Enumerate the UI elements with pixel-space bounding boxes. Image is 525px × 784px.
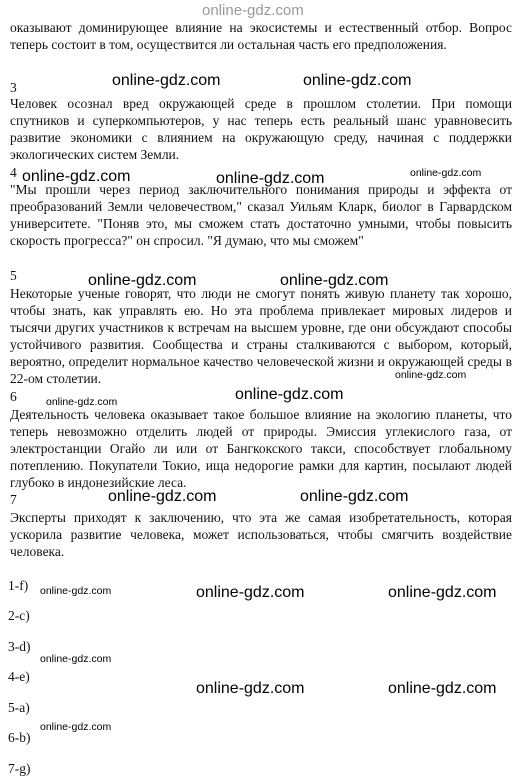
watermark: online-gdz.com xyxy=(108,488,217,505)
watermark: online-gdz.com xyxy=(40,721,112,733)
paragraph-number-3: 3 xyxy=(10,80,17,95)
paragraph-number-5: 5 xyxy=(10,268,17,283)
paragraph-2: оказывают доминирующее влияние на экосистемы и естественный отбор. Вопрос теперь состоит в том, осуществится ли остальная часть его предположения. xyxy=(10,20,512,52)
watermark: online-gdz.com xyxy=(395,369,467,381)
paragraph-number-7: 7 xyxy=(10,492,17,507)
watermark: online-gdz.com xyxy=(410,167,482,179)
watermark: online-gdz.com xyxy=(280,272,389,289)
paragraph-7: Эксперты приходят к заключению, что эта же самая изобретательность, которая ускорила развитие человека, может использоваться, чтобы смягчить воздействие человека. xyxy=(10,510,512,559)
answer-7: 7-g) xyxy=(8,761,31,776)
paragraph-6: Деятельность человека оказывает такое большое влияние на экологию планеты, что теперь невозможно отделить людей от природы. Эмиссия углекислого газа, от электростанции Огайо ли или от Бангкокского такси, способствует глобальному потеплению. Покупатели Токио, ища недорогие рамки для картин, посылают людей глубоко в индонезийские леса. xyxy=(10,407,512,490)
answer-3: 3-d) xyxy=(8,639,31,654)
paragraph-number-4: 4 xyxy=(10,165,17,180)
paragraph-number-6: 6 xyxy=(10,389,17,404)
watermark: online-gdz.com xyxy=(196,584,305,601)
answer-1: 1-f) xyxy=(8,578,29,593)
answer-5: 5-a) xyxy=(8,700,30,715)
paragraph-5: Некоторые ученые говорят, что люди не смогут понять живую планету так хорошо, чтобы знать, как управлять ею. Но эта проблема привлекает мировых лидеров и тысячи других участников к встречам на высшем уровне, где они обсуждают способы устойчивого развития. Сообщества и страны сталкиваются с выбором, который, вероятно, определит нормальное качество человеческой жизни и окружающей среды в 22-ом столетии. xyxy=(10,286,512,386)
watermark: online-gdz.com xyxy=(40,585,112,597)
watermark: online-gdz.com xyxy=(388,680,497,697)
answer-4: 4-e) xyxy=(8,669,30,684)
answer-6: 6-b) xyxy=(8,730,31,745)
paragraph-4: "Мы прошли через период заключительного понимания природы и эффекта от преобразований Земли человечеством," сказал Уильям Кларк, биолог в Гарвардском университете. "Поняв это, мы сможем стать достаточно умными, чтобы повысить скорость прогресса?" он спросил. "Я думаю, что мы сможем" xyxy=(10,182,512,248)
answer-2: 2-c) xyxy=(8,608,30,623)
watermark: online-gdz.com xyxy=(46,396,118,408)
watermark: online-gdz.com xyxy=(22,168,131,185)
watermark-top: online-gdz.com xyxy=(202,2,304,19)
watermark: online-gdz.com xyxy=(112,72,221,89)
watermark: online-gdz.com xyxy=(235,386,344,403)
watermark: online-gdz.com xyxy=(88,272,197,289)
watermark: online-gdz.com xyxy=(216,170,325,187)
watermark: online-gdz.com xyxy=(40,653,112,665)
watermark: online-gdz.com xyxy=(300,488,409,505)
watermark: online-gdz.com xyxy=(196,680,305,697)
paragraph-3: Человек осознал вред окружающей среде в прошлом столетии. При помощи спутников и суперкомпьютеров, у нас теперь есть реальный шанс уравновесить развитие экономики с влиянием на окружающую среду, начиная с поддержки экологических систем Земли. xyxy=(10,96,512,162)
watermark: online-gdz.com xyxy=(303,72,412,89)
watermark: online-gdz.com xyxy=(388,584,497,601)
